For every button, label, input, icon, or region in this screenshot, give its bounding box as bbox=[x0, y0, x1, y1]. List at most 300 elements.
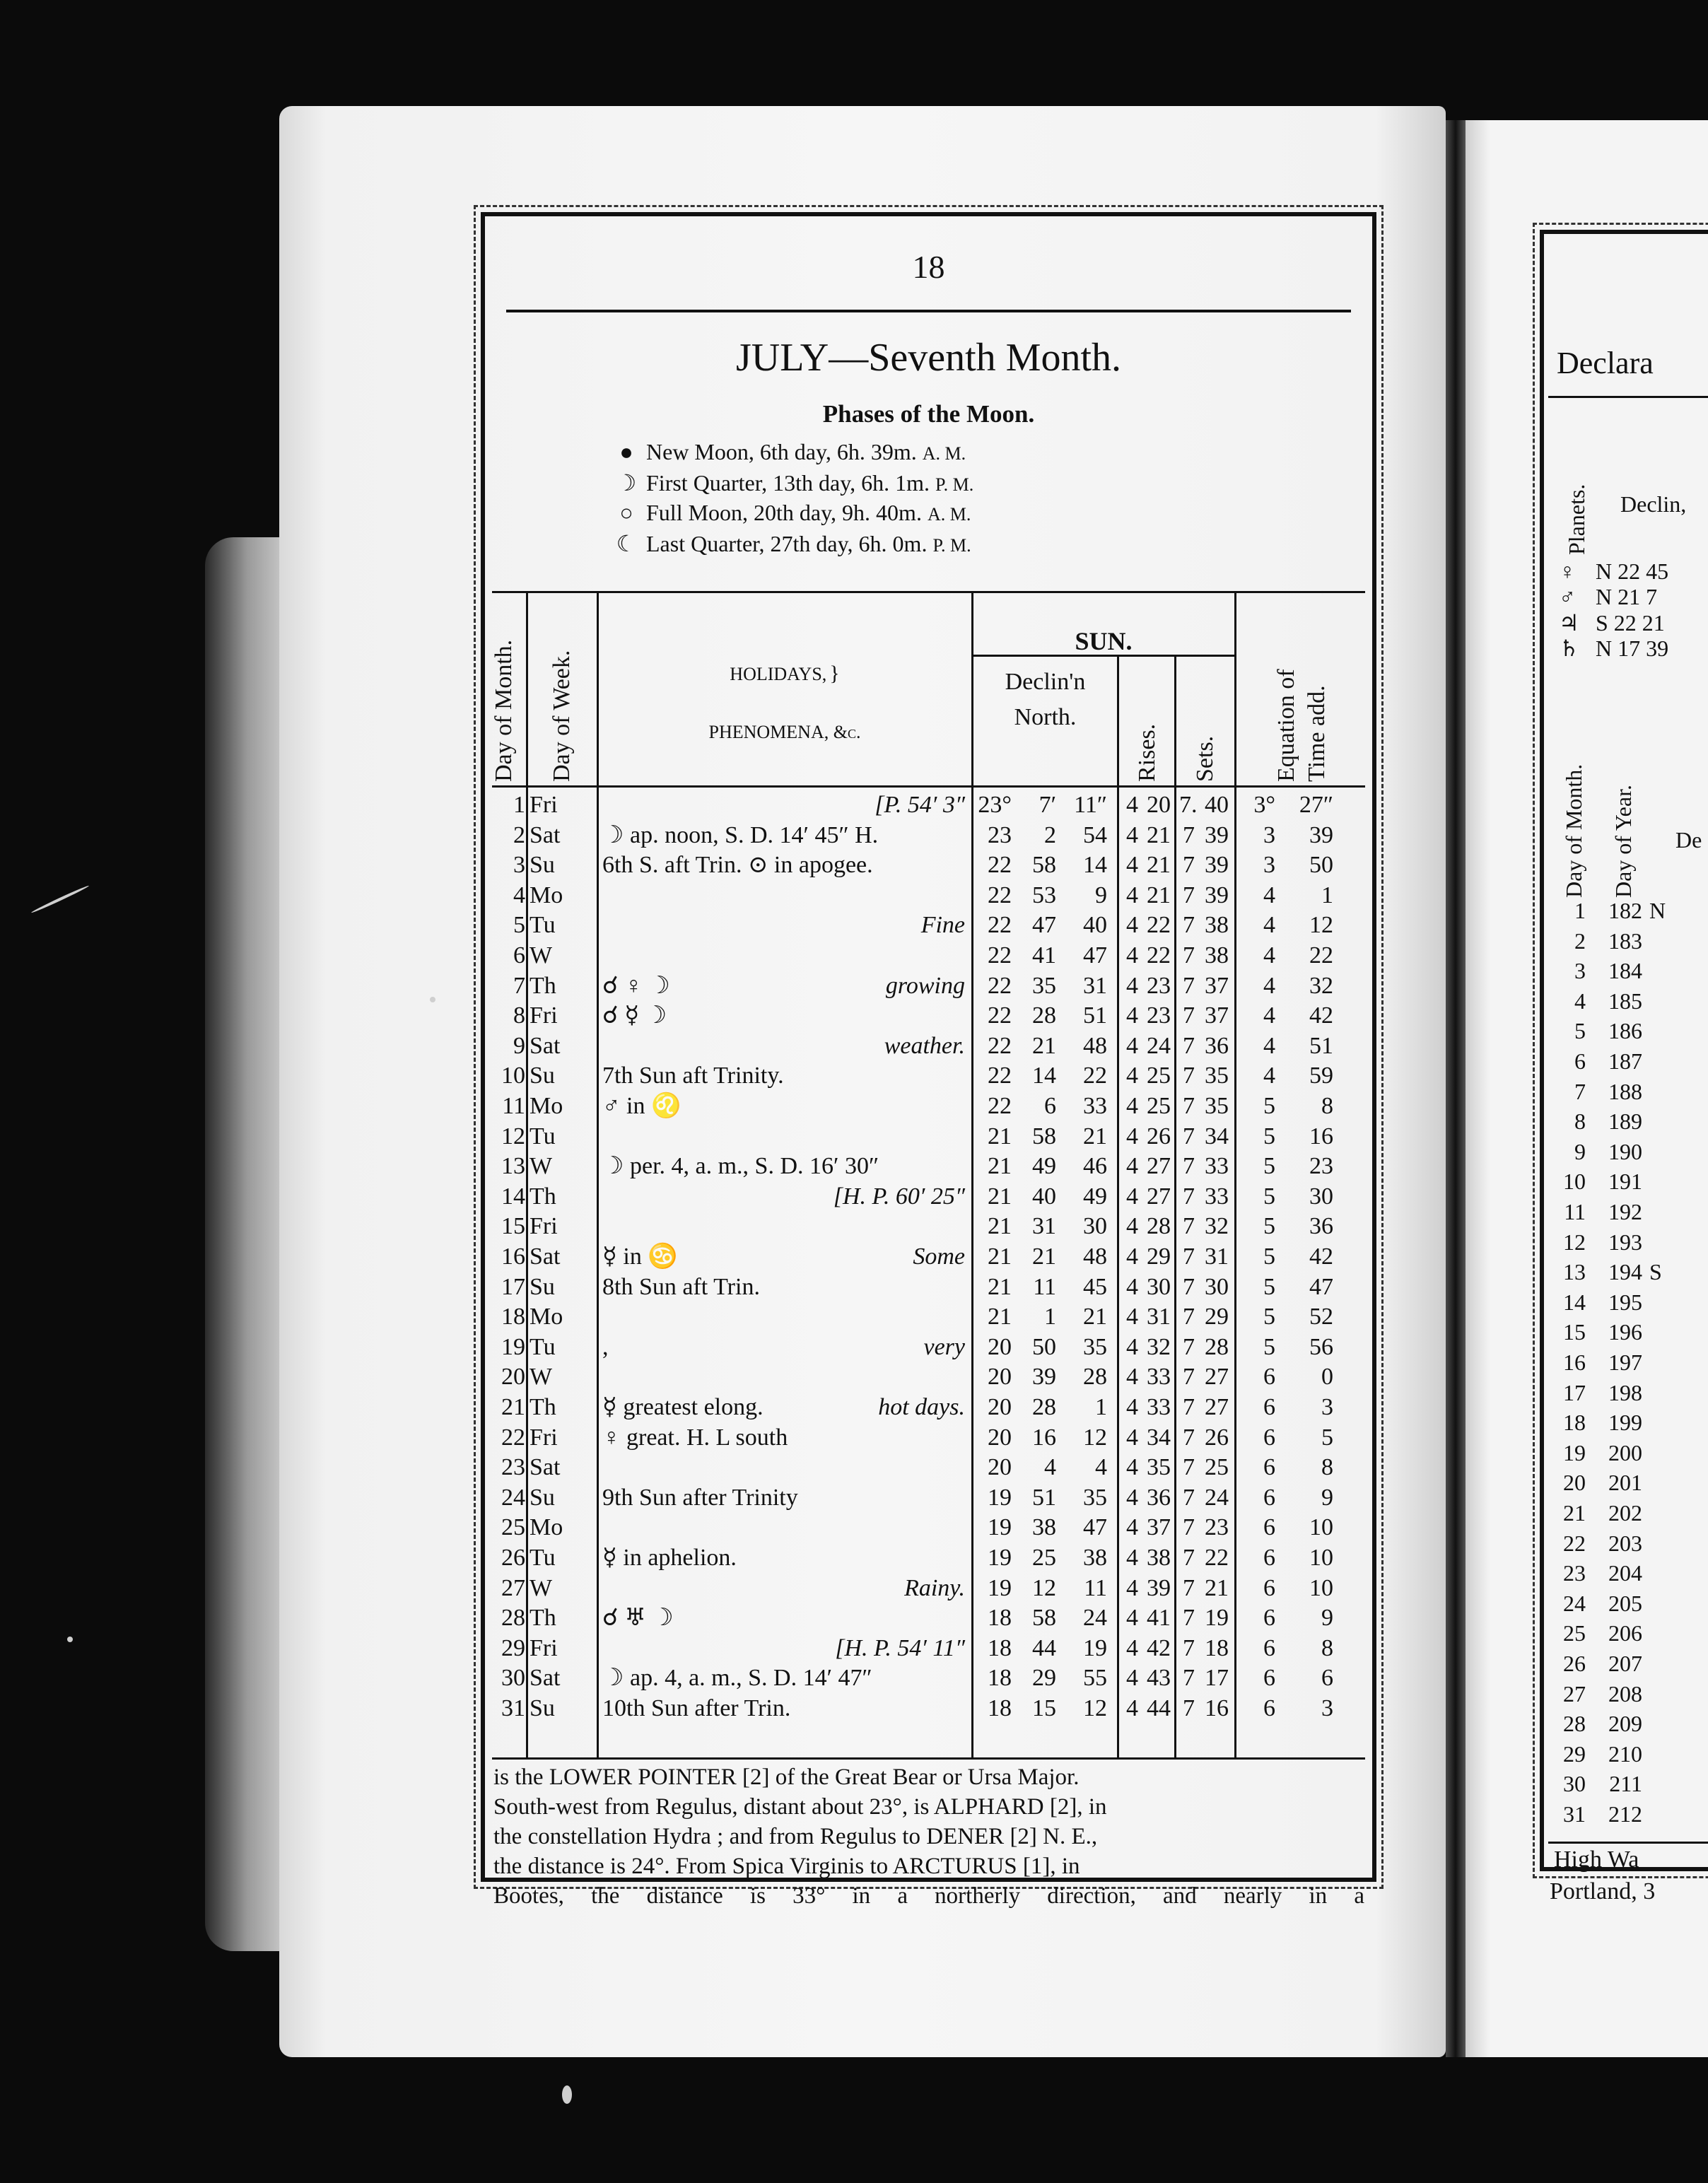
sunrise-hour: 4 bbox=[1126, 912, 1138, 939]
equation-minutes: 5 bbox=[1263, 1153, 1275, 1180]
declin-degrees: 23° bbox=[978, 792, 1012, 818]
sun-header-rule bbox=[973, 655, 1234, 657]
right-header-day-of-year: Day of Year. bbox=[1610, 785, 1636, 898]
sunrise-hour: 4 bbox=[1126, 882, 1138, 908]
table-row bbox=[485, 1543, 1372, 1574]
right-day-of-month: 21 bbox=[1563, 1500, 1586, 1526]
right-page-title: Declara bbox=[1557, 346, 1654, 380]
phenomena-cell bbox=[598, 1393, 969, 1423]
right-day-of-month: 25 bbox=[1563, 1620, 1586, 1646]
declin-degrees: 21 bbox=[988, 1304, 1012, 1330]
right-planet-row bbox=[1559, 635, 1668, 662]
sunrise-hour: 4 bbox=[1126, 1454, 1138, 1481]
sunset-hour: 7 bbox=[1183, 972, 1195, 999]
sunrise-hour: 4 bbox=[1126, 1695, 1138, 1721]
declin-degrees: 22 bbox=[988, 1002, 1012, 1029]
day-of-month: 21 bbox=[501, 1394, 525, 1420]
sunrise-minute: 35 bbox=[1147, 1454, 1171, 1481]
declin-minutes: 44 bbox=[1032, 1634, 1056, 1661]
sunrise-hour: 4 bbox=[1126, 1213, 1138, 1240]
table-row bbox=[485, 1423, 1372, 1453]
day-of-month: 5 bbox=[513, 912, 525, 939]
sunset-minute: 35 bbox=[1205, 1063, 1229, 1089]
table-row bbox=[485, 1272, 1372, 1303]
right-day-of-month: 17 bbox=[1563, 1379, 1586, 1405]
right-day-of-month: 13 bbox=[1563, 1259, 1586, 1285]
sunset-minute: 40 bbox=[1205, 792, 1229, 818]
phenomena-text: ☌ ☿ ☽ bbox=[602, 1002, 667, 1029]
right-planet-row bbox=[1559, 584, 1657, 610]
right-day-of-year: 193 bbox=[1608, 1229, 1642, 1255]
phase-text: First Quarter, 13th day, 6h. 1m. bbox=[646, 470, 930, 496]
phenomena-text: ☿ greatest elong. bbox=[602, 1394, 764, 1420]
declin-seconds: 22 bbox=[1083, 1063, 1107, 1089]
declin-degrees: 18 bbox=[988, 1605, 1012, 1632]
right-day-of-month: 10 bbox=[1563, 1169, 1586, 1195]
weather-text: hot days. bbox=[878, 1394, 965, 1420]
equation-seconds: 8 bbox=[1321, 1093, 1333, 1119]
sunrise-hour: 4 bbox=[1126, 1364, 1138, 1391]
declin-minutes: 58 bbox=[1032, 1605, 1056, 1632]
equation-seconds: 12 bbox=[1309, 912, 1333, 939]
sunset-minute: 25 bbox=[1205, 1454, 1229, 1481]
day-of-month: 15 bbox=[501, 1213, 525, 1240]
equation-seconds: 42 bbox=[1309, 1002, 1333, 1029]
equation-minutes: 6 bbox=[1263, 1394, 1275, 1420]
sunrise-minute: 20 bbox=[1147, 792, 1171, 818]
declin-seconds: 40 bbox=[1083, 912, 1107, 939]
day-of-month: 13 bbox=[501, 1153, 525, 1180]
day-of-week: Sat bbox=[530, 1665, 561, 1692]
right-day-of-year: 186 bbox=[1608, 1018, 1642, 1044]
declin-minutes: 41 bbox=[1032, 942, 1056, 968]
declin-degrees: 21 bbox=[988, 1273, 1012, 1300]
phase-ampm: P. M. bbox=[935, 474, 974, 495]
declin-seconds: 14 bbox=[1083, 852, 1107, 879]
day-of-month: 20 bbox=[501, 1364, 525, 1391]
right-day-of-month: 29 bbox=[1563, 1740, 1586, 1767]
right-day-of-year: 190 bbox=[1608, 1138, 1642, 1164]
phenomena-text: ☌ ♅ ☽ bbox=[602, 1605, 674, 1632]
right-day-row bbox=[1545, 1350, 1678, 1376]
right-day-of-year: 188 bbox=[1608, 1078, 1642, 1104]
day-of-week: W bbox=[530, 942, 553, 968]
day-of-month: 9 bbox=[513, 1032, 525, 1059]
equation-minutes: 6 bbox=[1263, 1424, 1275, 1451]
sunset-minute: 29 bbox=[1205, 1304, 1229, 1330]
equation-seconds: 8 bbox=[1321, 1634, 1333, 1661]
phenomena-cell bbox=[598, 1634, 969, 1664]
declin-degrees: 21 bbox=[988, 1243, 1012, 1270]
header-sun: SUN. bbox=[1075, 627, 1133, 655]
right-day-of-month: 11 bbox=[1564, 1199, 1586, 1224]
day-of-month: 17 bbox=[501, 1273, 525, 1300]
sunrise-minute: 27 bbox=[1147, 1183, 1171, 1210]
footer-line: the distance is 24°. From Spica Virginis to ARCTURUS [1], in bbox=[493, 1854, 1080, 1879]
day-of-month: 10 bbox=[501, 1063, 525, 1089]
right-day-row bbox=[1545, 1470, 1678, 1496]
right-day-of-month: 15 bbox=[1563, 1319, 1586, 1345]
right-day-row bbox=[1545, 1018, 1678, 1044]
sunset-hour: 7 bbox=[1183, 1545, 1195, 1571]
table-row bbox=[485, 1453, 1372, 1483]
sunset-hour: 7 bbox=[1183, 1123, 1195, 1149]
declin-degrees: 22 bbox=[988, 1093, 1012, 1119]
table-row bbox=[485, 1242, 1372, 1272]
sunrise-hour: 4 bbox=[1126, 972, 1138, 999]
equation-seconds: 56 bbox=[1309, 1333, 1333, 1360]
declin-minutes: 28 bbox=[1032, 1002, 1056, 1029]
day-of-week: Su bbox=[530, 852, 555, 879]
equation-seconds: 51 bbox=[1309, 1032, 1333, 1059]
phenomena-cell bbox=[598, 1182, 969, 1212]
sunrise-minute: 44 bbox=[1147, 1695, 1171, 1721]
weather-text: growing bbox=[885, 972, 965, 999]
declin-seconds: 11 bbox=[1084, 1574, 1107, 1601]
declin-minutes: 58 bbox=[1032, 1123, 1056, 1149]
equation-seconds: 6 bbox=[1321, 1665, 1333, 1692]
equation-minutes: 4 bbox=[1263, 1002, 1275, 1029]
declin-minutes: 25 bbox=[1032, 1545, 1056, 1571]
sunset-minute: 34 bbox=[1205, 1123, 1229, 1149]
right-day-of-year: 209 bbox=[1608, 1711, 1642, 1737]
table-row bbox=[485, 821, 1372, 851]
almanac-frame bbox=[481, 212, 1376, 1909]
planet-icon: ♂ bbox=[1559, 584, 1576, 609]
film-speck bbox=[430, 997, 435, 1002]
sunrise-hour: 4 bbox=[1126, 1333, 1138, 1360]
header-time-add: Time add. bbox=[1304, 685, 1330, 782]
declin-minutes: 31 bbox=[1032, 1213, 1056, 1240]
declin-seconds: 31 bbox=[1083, 972, 1107, 999]
declin-seconds: 38 bbox=[1083, 1545, 1107, 1571]
equation-seconds: 23 bbox=[1309, 1153, 1333, 1180]
phase-text: New Moon, 6th day, 6h. 39m. bbox=[646, 439, 917, 464]
page-number: 18 bbox=[912, 249, 945, 285]
sunrise-minute: 21 bbox=[1147, 852, 1171, 879]
sunrise-hour: 4 bbox=[1126, 1665, 1138, 1692]
header-rule bbox=[506, 310, 1351, 312]
day-of-week: Tu bbox=[530, 1545, 556, 1571]
sunrise-hour: 4 bbox=[1126, 942, 1138, 968]
planet-declination: N 17 39 bbox=[1596, 636, 1669, 661]
planet-icon: ♄ bbox=[1559, 636, 1579, 661]
declin-seconds: 35 bbox=[1083, 1333, 1107, 1360]
declin-seconds: 48 bbox=[1083, 1032, 1107, 1059]
declin-degrees: 22 bbox=[988, 912, 1012, 939]
table-row bbox=[485, 911, 1372, 941]
equation-seconds: 16 bbox=[1309, 1123, 1333, 1149]
right-day-of-month: 7 bbox=[1574, 1078, 1586, 1104]
sunset-minute: 32 bbox=[1205, 1213, 1229, 1240]
equation-seconds: 50 bbox=[1309, 852, 1333, 879]
table-row bbox=[485, 1663, 1372, 1694]
declin-seconds: 33 bbox=[1083, 1093, 1107, 1119]
sunrise-minute: 33 bbox=[1147, 1364, 1171, 1391]
day-of-week: Mo bbox=[530, 882, 563, 908]
day-of-month: 26 bbox=[501, 1545, 525, 1571]
header-holidays: HOLIDAYS, } bbox=[730, 662, 840, 685]
equation-minutes: 3° bbox=[1253, 792, 1275, 818]
sunrise-hour: 4 bbox=[1126, 1514, 1138, 1541]
table-row bbox=[485, 1393, 1372, 1423]
day-of-week: Fri bbox=[530, 1213, 558, 1240]
right-day-of-year: 194 bbox=[1608, 1259, 1642, 1285]
day-of-month: 24 bbox=[501, 1484, 525, 1511]
phenomena-cell bbox=[598, 1152, 969, 1182]
right-day-of-year: 203 bbox=[1608, 1530, 1642, 1556]
declin-degrees: 18 bbox=[988, 1634, 1012, 1661]
table-row bbox=[485, 941, 1372, 971]
right-day-of-year: 184 bbox=[1608, 958, 1642, 984]
phase-ampm: A. M. bbox=[922, 443, 966, 464]
right-day-row bbox=[1545, 958, 1678, 984]
phenomena-cell bbox=[598, 1483, 969, 1514]
equation-minutes: 5 bbox=[1263, 1304, 1275, 1330]
day-of-week: Th bbox=[530, 1605, 556, 1632]
sunset-hour: 7 bbox=[1183, 1243, 1195, 1270]
equation-minutes: 6 bbox=[1263, 1545, 1275, 1571]
right-day-row bbox=[1545, 1651, 1678, 1677]
equation-minutes: 6 bbox=[1263, 1454, 1275, 1481]
declin-degrees: 22 bbox=[988, 882, 1012, 908]
day-of-week: Th bbox=[530, 1183, 556, 1210]
sunrise-hour: 4 bbox=[1126, 1153, 1138, 1180]
planet-icon: ♃ bbox=[1559, 610, 1579, 636]
phenomena-text: 7th Sun aft Trinity. bbox=[602, 1063, 784, 1089]
day-of-month: 22 bbox=[501, 1424, 525, 1451]
day-of-week: Sat bbox=[530, 821, 561, 848]
right-day-row bbox=[1545, 1169, 1678, 1195]
sunrise-minute: 23 bbox=[1147, 1002, 1171, 1029]
phenomena-cell bbox=[598, 821, 969, 851]
day-of-week: W bbox=[530, 1364, 553, 1391]
header-sets: Sets. bbox=[1192, 735, 1218, 782]
sunset-hour: 7 bbox=[1183, 1454, 1195, 1481]
declin-minutes: 49 bbox=[1032, 1153, 1056, 1180]
sunrise-minute: 34 bbox=[1147, 1424, 1171, 1451]
declin-seconds: 46 bbox=[1083, 1153, 1107, 1180]
declin-degrees: 22 bbox=[988, 1063, 1012, 1089]
declin-seconds: 19 bbox=[1083, 1634, 1107, 1661]
sunrise-minute: 21 bbox=[1147, 882, 1171, 908]
phenomena-cell bbox=[598, 1061, 969, 1092]
sunrise-hour: 4 bbox=[1126, 1574, 1138, 1601]
right-day-of-month: 16 bbox=[1563, 1350, 1586, 1375]
table-row bbox=[485, 1001, 1372, 1031]
sunrise-hour: 4 bbox=[1126, 1273, 1138, 1300]
weather-text: Fine bbox=[920, 912, 965, 939]
right-day-of-month: 27 bbox=[1563, 1680, 1586, 1707]
sunset-minute: 37 bbox=[1205, 972, 1229, 999]
sunrise-minute: 29 bbox=[1147, 1243, 1171, 1270]
declin-degrees: 21 bbox=[988, 1123, 1012, 1149]
sunset-minute: 27 bbox=[1205, 1364, 1229, 1391]
day-of-week: Mo bbox=[530, 1093, 563, 1119]
sunset-minute: 36 bbox=[1205, 1032, 1229, 1059]
right-day-of-month: 1 bbox=[1574, 898, 1586, 923]
day-of-week: Fri bbox=[530, 1002, 558, 1029]
declin-degrees: 19 bbox=[988, 1574, 1012, 1601]
equation-seconds: 10 bbox=[1309, 1514, 1333, 1541]
right-day-of-month: 26 bbox=[1563, 1651, 1586, 1676]
phenomena-cell bbox=[598, 850, 969, 881]
sunset-minute: 39 bbox=[1205, 821, 1229, 848]
sunrise-hour: 4 bbox=[1126, 1304, 1138, 1330]
right-day-of-month: 28 bbox=[1563, 1711, 1586, 1737]
sunrise-minute: 41 bbox=[1147, 1605, 1171, 1632]
equation-seconds: 1 bbox=[1321, 882, 1333, 908]
right-day-of-month: 5 bbox=[1574, 1018, 1586, 1044]
declin-seconds: 1 bbox=[1095, 1394, 1107, 1420]
sunrise-hour: 4 bbox=[1126, 1093, 1138, 1119]
right-day-row bbox=[1545, 1319, 1678, 1345]
footer-line: South-west from Regulus, distant about 23°, is ALPHARD [2], in bbox=[493, 1794, 1107, 1820]
first-quarter-icon: ☽ bbox=[616, 470, 637, 496]
right-day-of-year: 182 bbox=[1608, 898, 1642, 923]
phenomena-cell bbox=[598, 1543, 969, 1574]
month-title: JULY—Seventh Month. bbox=[735, 336, 1122, 380]
right-day-row bbox=[1545, 1079, 1678, 1105]
planet-declination: N 22 45 bbox=[1596, 558, 1669, 584]
declin-degrees: 22 bbox=[988, 1032, 1012, 1059]
day-of-week: Tu bbox=[530, 1123, 556, 1149]
sunset-hour: 7. bbox=[1179, 792, 1198, 818]
equation-minutes: 5 bbox=[1263, 1183, 1275, 1210]
declin-degrees: 22 bbox=[988, 972, 1012, 999]
right-day-of-year: 210 bbox=[1608, 1740, 1642, 1767]
right-day-of-year: 191 bbox=[1608, 1169, 1642, 1195]
day-of-week: Su bbox=[530, 1484, 555, 1511]
phases-title: Phases of the Moon. bbox=[822, 400, 1035, 428]
phenomena-text: ☽ ap. noon, S. D. 14′ 45″ H. bbox=[602, 821, 879, 848]
sunrise-minute: 39 bbox=[1147, 1574, 1171, 1601]
equation-seconds: 22 bbox=[1309, 942, 1333, 968]
declin-degrees: 20 bbox=[988, 1424, 1012, 1451]
day-of-week: W bbox=[530, 1574, 553, 1601]
phenomena-cell bbox=[598, 1423, 969, 1453]
sunset-hour: 7 bbox=[1183, 1695, 1195, 1721]
right-day-row bbox=[1545, 1380, 1678, 1406]
day-of-month: 16 bbox=[501, 1243, 525, 1270]
table-row bbox=[485, 1061, 1372, 1092]
day-of-week: W bbox=[530, 1153, 553, 1180]
declin-minutes: 51 bbox=[1032, 1484, 1056, 1511]
table-row bbox=[485, 1333, 1372, 1363]
equation-seconds: 52 bbox=[1309, 1304, 1333, 1330]
sunset-hour: 7 bbox=[1183, 852, 1195, 879]
sunset-hour: 7 bbox=[1183, 912, 1195, 939]
weather-text: [H. P. 54′ 11″ bbox=[835, 1634, 965, 1661]
sunset-hour: 7 bbox=[1183, 942, 1195, 968]
right-day-of-year: 195 bbox=[1608, 1289, 1642, 1315]
phase-text: Full Moon, 20th day, 9h. 40m. bbox=[646, 500, 922, 525]
right-day-of-year: 199 bbox=[1608, 1410, 1642, 1436]
moon-phase-item bbox=[612, 439, 966, 465]
right-day-of-year: 204 bbox=[1608, 1560, 1642, 1586]
declin-seconds: 54 bbox=[1083, 821, 1107, 848]
equation-minutes: 4 bbox=[1263, 1063, 1275, 1089]
day-of-month: 6 bbox=[513, 942, 525, 968]
right-declin-sign: N bbox=[1649, 898, 1666, 923]
day-of-month: 25 bbox=[501, 1514, 525, 1541]
day-of-month: 4 bbox=[513, 882, 525, 908]
right-day-row bbox=[1545, 1500, 1678, 1526]
declin-minutes: 12 bbox=[1032, 1574, 1056, 1601]
equation-seconds: 3 bbox=[1321, 1695, 1333, 1721]
declin-minutes: 11 bbox=[1033, 1273, 1056, 1300]
right-day-of-month: 19 bbox=[1563, 1439, 1586, 1465]
sunrise-hour: 4 bbox=[1126, 1545, 1138, 1571]
phenomena-cell bbox=[598, 1513, 969, 1543]
sunrise-hour: 4 bbox=[1126, 1063, 1138, 1089]
table-row bbox=[485, 1694, 1372, 1724]
sunset-hour: 7 bbox=[1183, 1273, 1195, 1300]
sunset-hour: 7 bbox=[1183, 1394, 1195, 1420]
day-of-month: 3 bbox=[513, 852, 525, 879]
sunrise-hour: 4 bbox=[1126, 821, 1138, 848]
right-day-of-year: 185 bbox=[1608, 988, 1642, 1014]
phase-ampm: A. M. bbox=[927, 504, 971, 525]
weather-text: [P. 54′ 3″ bbox=[875, 792, 965, 818]
sunrise-minute: 28 bbox=[1147, 1213, 1171, 1240]
sunset-hour: 7 bbox=[1183, 1333, 1195, 1360]
right-day-of-year: 206 bbox=[1608, 1620, 1642, 1646]
right-day-row bbox=[1545, 1229, 1678, 1256]
right-day-of-year: 202 bbox=[1608, 1500, 1642, 1526]
declin-seconds: 47 bbox=[1083, 942, 1107, 968]
declin-seconds: 48 bbox=[1083, 1243, 1107, 1270]
equation-seconds: 10 bbox=[1309, 1545, 1333, 1571]
right-planet-row bbox=[1559, 558, 1668, 585]
equation-minutes: 6 bbox=[1263, 1695, 1275, 1721]
phenomena-cell bbox=[598, 1242, 969, 1272]
right-header-planets: Planets. bbox=[1564, 484, 1589, 555]
moon-phase-item bbox=[612, 469, 973, 496]
day-of-week: Mo bbox=[530, 1304, 563, 1330]
declin-degrees: 19 bbox=[988, 1545, 1012, 1571]
weather-text: [H. P. 60′ 25″ bbox=[833, 1183, 965, 1210]
day-of-week: Fri bbox=[530, 1634, 558, 1661]
equation-seconds: 9 bbox=[1321, 1605, 1333, 1632]
table-row bbox=[485, 1483, 1372, 1514]
declin-minutes: 40 bbox=[1032, 1183, 1056, 1210]
phenomena-text: 9th Sun after Trinity bbox=[602, 1484, 798, 1511]
declin-minutes: 39 bbox=[1032, 1364, 1056, 1391]
right-day-of-year: 192 bbox=[1608, 1199, 1642, 1224]
day-of-month: 11 bbox=[502, 1093, 525, 1119]
sunrise-hour: 4 bbox=[1126, 1394, 1138, 1420]
right-day-row bbox=[1545, 1139, 1678, 1165]
sunrise-hour: 4 bbox=[1126, 1123, 1138, 1149]
right-day-of-year: 211 bbox=[1609, 1771, 1642, 1797]
right-day-of-year: 201 bbox=[1608, 1470, 1642, 1496]
declin-minutes: 4 bbox=[1044, 1454, 1056, 1481]
phenomena-text: 8th Sun aft Trin. bbox=[602, 1273, 760, 1300]
sunrise-minute: 30 bbox=[1147, 1273, 1171, 1300]
phenomena-cell bbox=[598, 1603, 969, 1634]
declin-minutes: 21 bbox=[1032, 1032, 1056, 1059]
right-day-of-year: 207 bbox=[1608, 1651, 1642, 1676]
phenomena-text: ☿ in aphelion. bbox=[602, 1545, 737, 1571]
phenomena-cell bbox=[598, 1092, 969, 1122]
sunrise-minute: 31 bbox=[1147, 1304, 1171, 1330]
declin-minutes: 2 bbox=[1044, 821, 1056, 848]
header-north: North. bbox=[1014, 704, 1077, 730]
sunset-minute: 28 bbox=[1205, 1333, 1229, 1360]
right-day-of-month: 30 bbox=[1563, 1771, 1586, 1797]
day-of-month: 28 bbox=[501, 1605, 525, 1632]
